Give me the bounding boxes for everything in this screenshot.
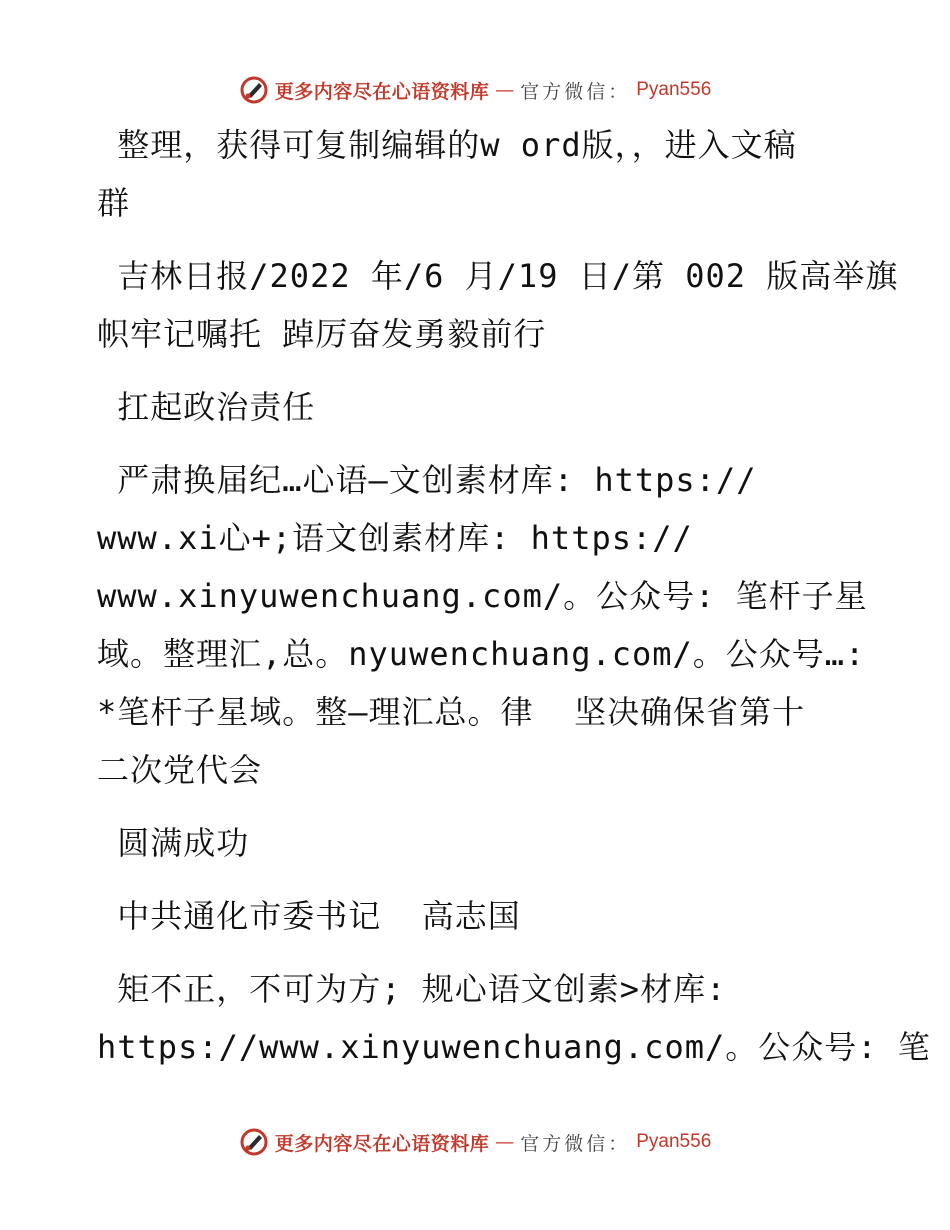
text-line: www.xinyuwenchuang.com/。公众号: 笔杆子星 xyxy=(97,577,868,615)
text-line: 严肃换届纪…心语—文创素材库: https:// xyxy=(97,461,757,499)
page-header-watermark xyxy=(0,72,950,108)
text-line: 扛起政治责任 xyxy=(97,388,316,426)
text-line: 中共通化市委书记 高志国 xyxy=(97,897,521,935)
document-body xyxy=(97,116,931,1076)
text-line: https://www.xinyuwenchuang.com/。公众号: 笔 xyxy=(97,1028,931,1066)
header-brand-text: 更多内容尽在心语资料库 xyxy=(274,80,490,103)
footer-wechat-label: 官方微信： xyxy=(520,1132,631,1155)
footer-wechat-id: Pyan556 xyxy=(636,1131,712,1152)
footer-dash: — xyxy=(495,1131,515,1153)
text-line: 吉林日报/2022 年/6 月/19 日/第 002 版高举旗 xyxy=(97,257,899,295)
text-line: 群 xyxy=(97,184,131,222)
header-wechat-label: 官方微信： xyxy=(520,80,631,103)
header-dash: — xyxy=(495,79,515,101)
text-line: 矩不正，不可为方; 规心语文创素>材库: xyxy=(97,970,727,1008)
text-line: 整理，获得可复制编辑的w ord版，，进入文稿 xyxy=(97,126,797,164)
text-line: www.xi心+;语文创素材库: https:// xyxy=(97,519,693,557)
brand-logo-icon xyxy=(239,1127,269,1157)
text-line: 域。整理汇,总。nyuwenchuang.com/。公众号…: xyxy=(97,635,866,673)
text-line: 帜牢记嘱托 踔厉奋发勇毅前行 xyxy=(97,315,547,353)
page-footer-watermark xyxy=(0,1124,950,1160)
text-line: 二次党代会 xyxy=(97,751,263,789)
text-line: 圆满成功 xyxy=(97,824,250,862)
footer-brand-text: 更多内容尽在心语资料库 xyxy=(274,1132,490,1155)
header-wechat-id: Pyan556 xyxy=(636,79,712,100)
brand-logo-icon xyxy=(239,75,269,105)
text-line: *笔杆子星域。整—理汇总。律 坚决确保省第十 xyxy=(97,693,806,731)
